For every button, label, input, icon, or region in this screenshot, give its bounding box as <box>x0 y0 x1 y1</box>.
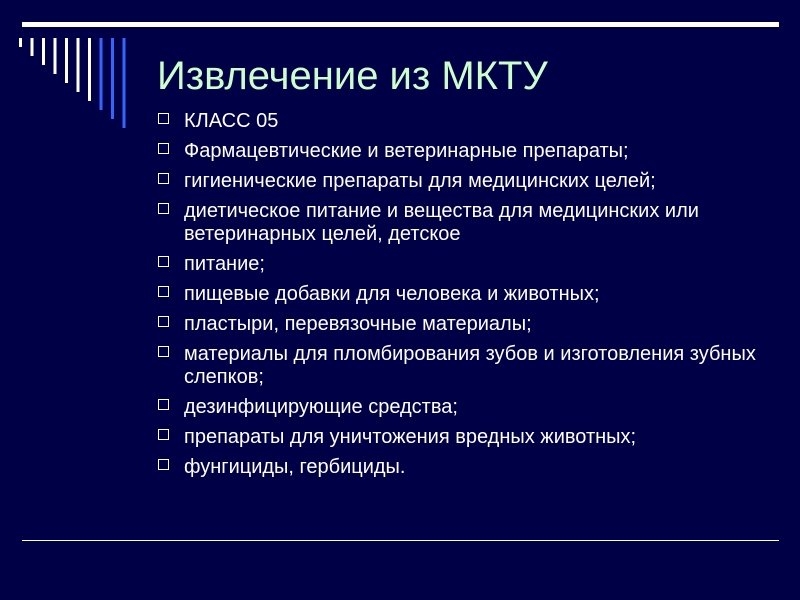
hollow-square-bullet-icon <box>158 113 169 124</box>
list-item <box>157 343 767 389</box>
hollow-square-bullet-icon <box>158 173 169 184</box>
hollow-square-bullet-icon <box>158 256 169 267</box>
list-item-text: гигиенические препараты для медицинских целей; <box>184 170 656 192</box>
list-item-text: КЛАСС 05 <box>184 110 279 132</box>
list-item <box>157 140 767 163</box>
list-item-text: пищевые добавки для человека и животных; <box>184 283 600 305</box>
list-item <box>157 313 767 336</box>
hollow-square-bullet-icon <box>158 203 169 214</box>
decorative-stripe <box>19 38 22 47</box>
list-item-text: пластыри, перевязочные материалы; <box>184 313 532 335</box>
list-item <box>157 110 767 133</box>
decorative-stripe <box>31 38 34 56</box>
list-item-text: фунгициды, гербициды. <box>184 456 406 478</box>
list-item-text: Фармацевтические и ветеринарные препараты; <box>184 140 629 162</box>
list-item <box>157 456 767 479</box>
list-item <box>157 426 767 449</box>
list-item <box>157 396 767 419</box>
hollow-square-bullet-icon <box>158 316 169 327</box>
list-item-text: диетическое питание и вещества для медицинских или ветеринарных целей, детское <box>184 200 699 245</box>
list-item <box>157 253 767 276</box>
hollow-square-bullet-icon <box>158 143 169 154</box>
decorative-stripe <box>42 38 45 65</box>
decorative-stripes <box>0 0 140 140</box>
decorative-stripe <box>77 38 80 92</box>
list-item <box>157 200 767 246</box>
list-item <box>157 170 767 193</box>
list-item-text: материалы для пломбирования зубов и изготовления зубных слепков; <box>184 343 756 388</box>
decorative-stripe <box>88 38 91 101</box>
bottom-rule <box>22 540 779 541</box>
slide-title: Извлечение из МКТУ <box>157 54 548 98</box>
hollow-square-bullet-icon <box>158 459 169 470</box>
hollow-square-bullet-icon <box>158 429 169 440</box>
hollow-square-bullet-icon <box>158 286 169 297</box>
hollow-square-bullet-icon <box>158 399 169 410</box>
decorative-stripe <box>65 38 68 83</box>
decorative-stripe <box>100 38 103 110</box>
bullet-list <box>157 110 767 486</box>
decorative-stripe <box>123 38 126 128</box>
list-item <box>157 283 767 306</box>
list-item-text: дезинфицирующие средства; <box>184 396 458 418</box>
decorative-stripe <box>54 38 57 74</box>
list-item-text: препараты для уничтожения вредных животных; <box>184 426 637 448</box>
hollow-square-bullet-icon <box>158 346 169 357</box>
decorative-stripe <box>111 38 114 119</box>
list-item-text: питание; <box>184 253 265 275</box>
